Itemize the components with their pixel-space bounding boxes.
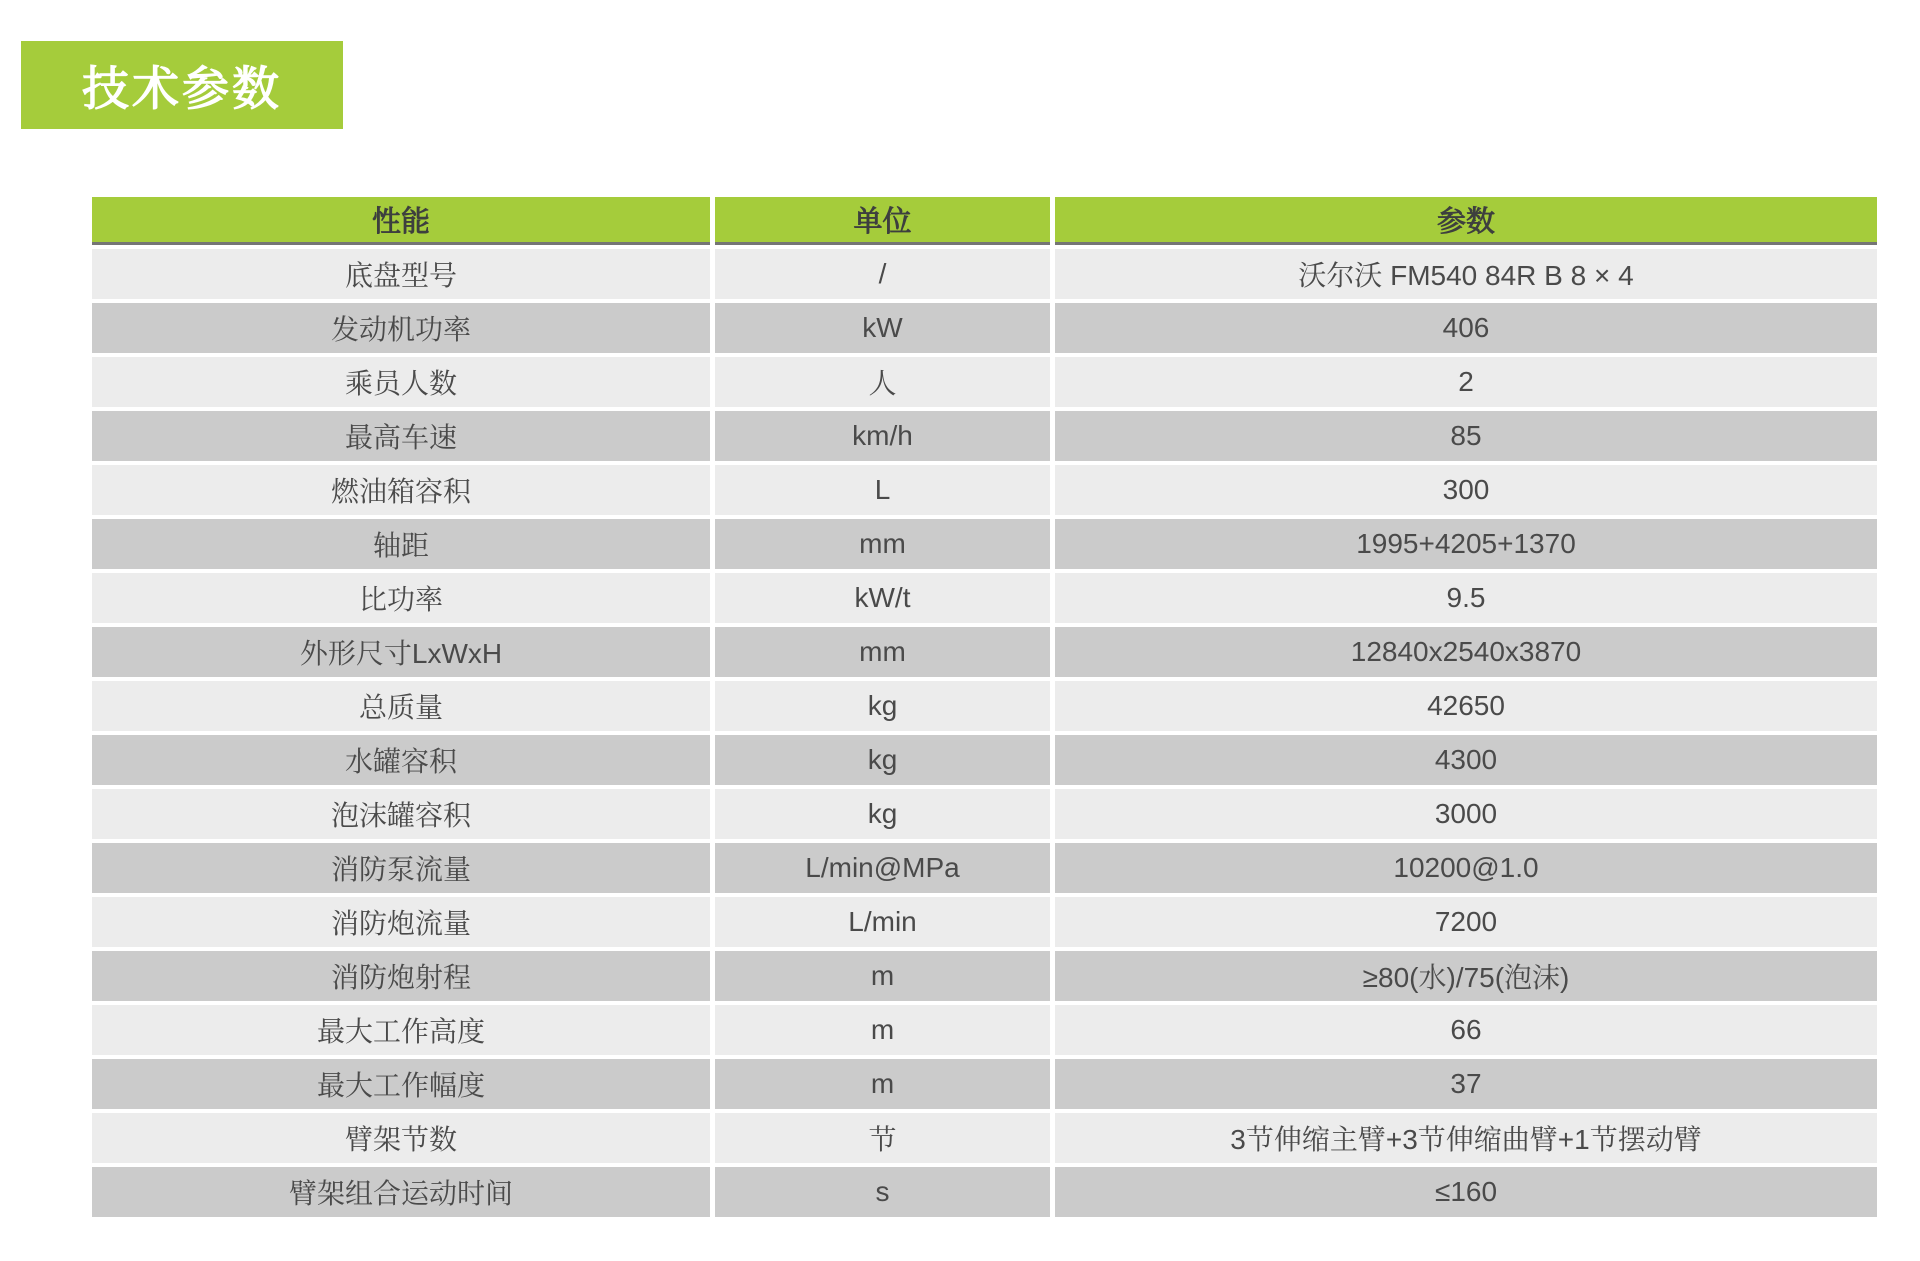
spec-unit-cell: km/h	[715, 411, 1050, 461]
spec-unit-cell: kW	[715, 303, 1050, 353]
spec-name-cell: 消防泵流量	[92, 843, 710, 893]
spec-value-cell: 66	[1055, 1005, 1877, 1055]
section-title-box	[21, 41, 343, 129]
spec-unit-cell: 节	[715, 1113, 1050, 1163]
spec-value-cell: 沃尔沃 FM540 84R B 8 × 4	[1055, 249, 1877, 299]
spec-value-cell: 1995+4205+1370	[1055, 519, 1877, 569]
column-header-parameter: 参数	[1055, 197, 1877, 245]
spec-unit-cell: m	[715, 951, 1050, 1001]
spec-value-cell: 2	[1055, 357, 1877, 407]
column-header-performance: 性能	[92, 197, 710, 245]
spec-value-cell: 12840x2540x3870	[1055, 627, 1877, 677]
spec-name-cell: 最大工作幅度	[92, 1059, 710, 1109]
spec-unit-cell: kW/t	[715, 573, 1050, 623]
spec-value-cell: 7200	[1055, 897, 1877, 947]
spec-unit-cell: kg	[715, 681, 1050, 731]
spec-value-cell: 4300	[1055, 735, 1877, 785]
spec-unit-cell: /	[715, 249, 1050, 299]
spec-unit-cell: L/min	[715, 897, 1050, 947]
spec-value-cell: 3000	[1055, 789, 1877, 839]
spec-name-cell: 消防炮流量	[92, 897, 710, 947]
section-title: 技术参数	[82, 61, 282, 115]
spec-unit-cell: mm	[715, 627, 1050, 677]
spec-name-cell: 水罐容积	[92, 735, 710, 785]
spec-unit-cell: L/min@MPa	[715, 843, 1050, 893]
spec-name-cell: 最高车速	[92, 411, 710, 461]
spec-value-cell: 37	[1055, 1059, 1877, 1109]
spec-name-cell: 臂架节数	[92, 1113, 710, 1163]
spec-unit-cell: m	[715, 1059, 1050, 1109]
spec-unit-cell: mm	[715, 519, 1050, 569]
spec-value-cell: 300	[1055, 465, 1877, 515]
spec-value-cell: 10200@1.0	[1055, 843, 1877, 893]
spec-value-cell: 9.5	[1055, 573, 1877, 623]
spec-unit-cell: 人	[715, 357, 1050, 407]
spec-value-cell: ≥80(水)/75(泡沫)	[1055, 951, 1877, 1001]
spec-name-cell: 总质量	[92, 681, 710, 731]
spec-name-cell: 底盘型号	[92, 249, 710, 299]
spec-value-cell: ≤160	[1055, 1167, 1877, 1217]
spec-name-cell: 外形尺寸LxWxH	[92, 627, 710, 677]
spec-value-cell: 85	[1055, 411, 1877, 461]
spec-value-cell: 3节伸缩主臂+3节伸缩曲臂+1节摆动臂	[1055, 1113, 1877, 1163]
spec-name-cell: 轴距	[92, 519, 710, 569]
spec-unit-cell: kg	[715, 735, 1050, 785]
spec-name-cell: 泡沫罐容积	[92, 789, 710, 839]
spec-name-cell: 最大工作高度	[92, 1005, 710, 1055]
spec-name-cell: 比功率	[92, 573, 710, 623]
spec-unit-cell: m	[715, 1005, 1050, 1055]
spec-name-cell: 消防炮射程	[92, 951, 710, 1001]
spec-name-cell: 臂架组合运动时间	[92, 1167, 710, 1217]
spec-value-cell: 406	[1055, 303, 1877, 353]
spec-unit-cell: s	[715, 1167, 1050, 1217]
spec-unit-cell: L	[715, 465, 1050, 515]
spec-unit-cell: kg	[715, 789, 1050, 839]
spec-table	[92, 197, 1877, 1217]
spec-name-cell: 乘员人数	[92, 357, 710, 407]
spec-value-cell: 42650	[1055, 681, 1877, 731]
column-header-unit: 单位	[715, 197, 1050, 245]
spec-name-cell: 燃油箱容积	[92, 465, 710, 515]
spec-name-cell: 发动机功率	[92, 303, 710, 353]
